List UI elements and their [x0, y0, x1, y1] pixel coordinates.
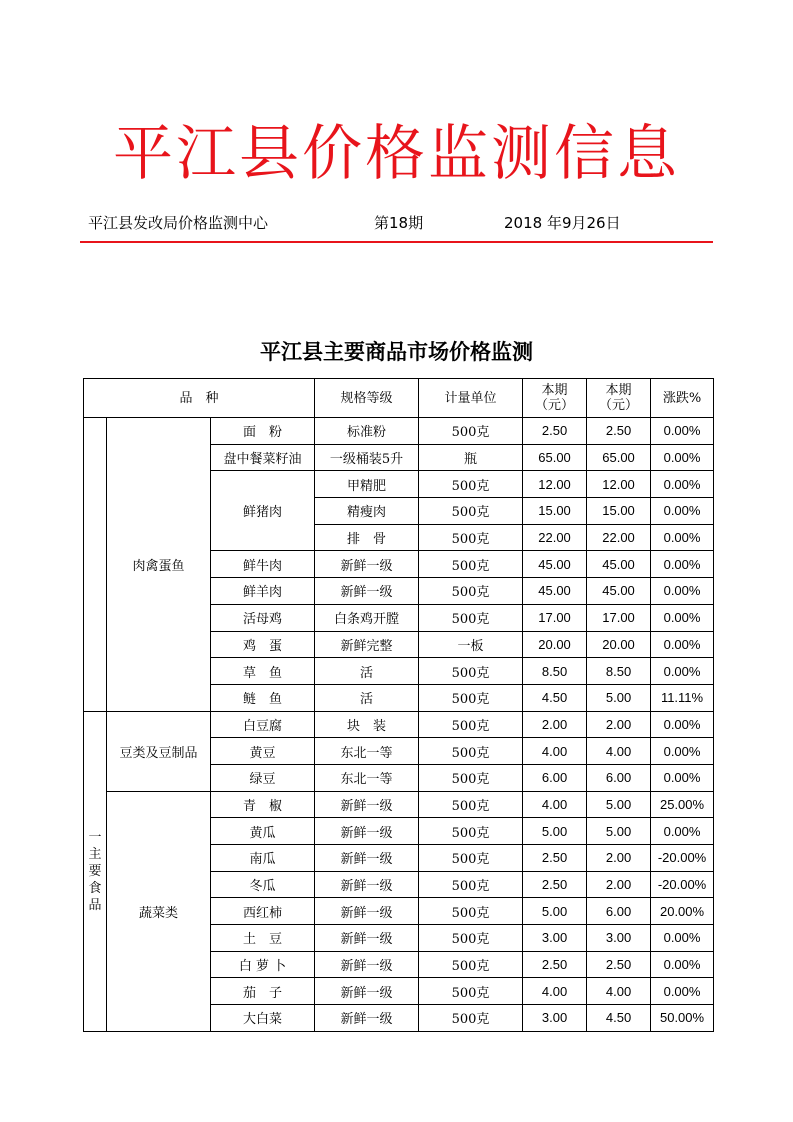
- price-current: 4.00: [523, 978, 587, 1005]
- price-previous: 4.00: [587, 978, 651, 1005]
- price-previous: 2.00: [587, 871, 651, 898]
- price-current: 4.00: [523, 791, 587, 818]
- org-name: 平江县发改局价格监测中心: [88, 214, 269, 232]
- item-spec: 新鲜一级: [315, 978, 419, 1005]
- price-current: 15.00: [523, 498, 587, 525]
- item-name: 土 豆: [211, 925, 315, 952]
- price-change: 11.11%: [651, 684, 714, 711]
- item-spec: 新鲜一级: [315, 871, 419, 898]
- item-unit: 瓶: [419, 444, 523, 471]
- item-spec: 标准粉: [315, 418, 419, 445]
- price-change: 0.00%: [651, 551, 714, 578]
- item-spec: 白条鸡开膛: [315, 604, 419, 631]
- item-unit: 500克: [419, 898, 523, 925]
- price-previous: 12.00: [587, 471, 651, 498]
- price-change: 0.00%: [651, 524, 714, 551]
- item-name: 南瓜: [211, 845, 315, 872]
- price-previous: 2.00: [587, 845, 651, 872]
- red-divider: [80, 241, 713, 243]
- item-spec: 活: [315, 684, 419, 711]
- item-spec: 排 骨: [315, 524, 419, 551]
- item-name: 茄 子: [211, 978, 315, 1005]
- price-current: 3.00: [523, 1005, 587, 1032]
- price-change: 0.00%: [651, 658, 714, 685]
- table-row: [84, 791, 714, 818]
- price-current: 2.50: [523, 418, 587, 445]
- col-spec: 规格等级: [315, 379, 419, 418]
- price-current: 4.50: [523, 684, 587, 711]
- price-current: 45.00: [523, 578, 587, 605]
- item-unit: 500克: [419, 951, 523, 978]
- price-previous: 4.00: [587, 738, 651, 765]
- item-unit: 500克: [419, 818, 523, 845]
- price-current: 22.00: [523, 524, 587, 551]
- price-current: 8.50: [523, 658, 587, 685]
- item-name: 西红柿: [211, 898, 315, 925]
- item-unit: 500克: [419, 684, 523, 711]
- price-previous: 45.00: [587, 551, 651, 578]
- price-change: -20.00%: [651, 845, 714, 872]
- issue-date: 2018 年9月26日: [504, 214, 621, 232]
- item-name: 绿豆: [211, 764, 315, 791]
- item-name: 冬瓜: [211, 871, 315, 898]
- price-change: 0.00%: [651, 951, 714, 978]
- item-spec: 新鲜一级: [315, 925, 419, 952]
- item-spec: 新鲜一级: [315, 551, 419, 578]
- price-current: 2.50: [523, 845, 587, 872]
- banner-title: 平江县价格监测信息: [113, 119, 680, 189]
- price-current: 65.00: [523, 444, 587, 471]
- category-blank: [84, 418, 107, 712]
- price-previous: 15.00: [587, 498, 651, 525]
- item-name: 活母鸡: [211, 604, 315, 631]
- item-name: 白 萝 卜: [211, 951, 315, 978]
- item-name: 大白菜: [211, 1005, 315, 1032]
- col-previous: 本期 （元）: [587, 379, 651, 418]
- price-change: 25.00%: [651, 791, 714, 818]
- item-name: 白豆腐: [211, 711, 315, 738]
- item-unit: 500克: [419, 658, 523, 685]
- item-spec: 新鲜一级: [315, 898, 419, 925]
- item-unit: 500克: [419, 871, 523, 898]
- item-unit: 500克: [419, 925, 523, 952]
- item-unit: 500克: [419, 578, 523, 605]
- price-current: 5.00: [523, 818, 587, 845]
- item-unit: 500克: [419, 1005, 523, 1032]
- item-spec: 精瘦肉: [315, 498, 419, 525]
- price-current: 2.00: [523, 711, 587, 738]
- item-spec: 新鲜一级: [315, 791, 419, 818]
- item-name: 面 粉: [211, 418, 315, 445]
- group-meat: 肉禽蛋鱼: [107, 418, 211, 712]
- item-unit: 500克: [419, 524, 523, 551]
- bulletin-meta: [88, 212, 718, 238]
- category-main-food: [84, 711, 107, 1031]
- price-previous: 65.00: [587, 444, 651, 471]
- price-current: 20.00: [523, 631, 587, 658]
- price-previous: 3.00: [587, 925, 651, 952]
- price-current: 45.00: [523, 551, 587, 578]
- price-current: 17.00: [523, 604, 587, 631]
- price-current: 6.00: [523, 764, 587, 791]
- price-change: 0.00%: [651, 418, 714, 445]
- price-previous: 6.00: [587, 764, 651, 791]
- price-change: 0.00%: [651, 711, 714, 738]
- price-change: 0.00%: [651, 578, 714, 605]
- price-previous: 45.00: [587, 578, 651, 605]
- table-title: 平江县主要商品市场价格监测: [260, 340, 533, 364]
- price-previous: 17.00: [587, 604, 651, 631]
- item-spec: 新鲜一级: [315, 951, 419, 978]
- item-name: 草 鱼: [211, 658, 315, 685]
- price-previous: 22.00: [587, 524, 651, 551]
- price-previous: 2.00: [587, 711, 651, 738]
- price-current: 4.00: [523, 738, 587, 765]
- price-change: 0.00%: [651, 764, 714, 791]
- price-change: 0.00%: [651, 925, 714, 952]
- item-name: 鲜牛肉: [211, 551, 315, 578]
- price-current: 5.00: [523, 898, 587, 925]
- issue-number: 第18期: [374, 214, 424, 232]
- col-unit: 计量单位: [419, 379, 523, 418]
- item-unit: 500克: [419, 604, 523, 631]
- item-unit: 500克: [419, 738, 523, 765]
- item-unit: 500克: [419, 471, 523, 498]
- col-current: 本期 （元）: [523, 379, 587, 418]
- item-spec: 一级桶装5升: [315, 444, 419, 471]
- group-bean: 豆类及豆制品: [107, 711, 211, 791]
- price-previous: 20.00: [587, 631, 651, 658]
- price-change: 0.00%: [651, 631, 714, 658]
- item-name: 鲢 鱼: [211, 684, 315, 711]
- item-name: 鸡 蛋: [211, 631, 315, 658]
- header-row: [84, 379, 714, 418]
- item-unit: 一板: [419, 631, 523, 658]
- item-spec: 新鲜完整: [315, 631, 419, 658]
- price-previous: 2.50: [587, 418, 651, 445]
- price-previous: 6.00: [587, 898, 651, 925]
- price-change: 0.00%: [651, 818, 714, 845]
- price-change: 0.00%: [651, 471, 714, 498]
- group-veg: 蔬菜类: [107, 791, 211, 1031]
- item-spec: 东北一等: [315, 738, 419, 765]
- price-current: 3.00: [523, 925, 587, 952]
- item-spec: 块 装: [315, 711, 419, 738]
- item-name: 盘中餐菜籽油: [211, 444, 315, 471]
- item-spec: 甲精肥: [315, 471, 419, 498]
- item-unit: 500克: [419, 498, 523, 525]
- price-change: 20.00%: [651, 898, 714, 925]
- item-spec: 活: [315, 658, 419, 685]
- col-change: 涨跌%: [651, 379, 714, 418]
- category-label: 一 主要食品: [88, 829, 102, 913]
- price-change: 0.00%: [651, 604, 714, 631]
- item-name: 黄豆: [211, 738, 315, 765]
- price-previous: 8.50: [587, 658, 651, 685]
- item-spec: 新鲜一级: [315, 845, 419, 872]
- price-previous: 4.50: [587, 1005, 651, 1032]
- table-row: [84, 711, 714, 738]
- item-unit: 500克: [419, 418, 523, 445]
- price-previous: 5.00: [587, 791, 651, 818]
- item-unit: 500克: [419, 791, 523, 818]
- item-spec: 新鲜一级: [315, 1005, 419, 1032]
- item-name: 鲜猪肉: [211, 471, 315, 551]
- price-current: 2.50: [523, 871, 587, 898]
- item-name: 鲜羊肉: [211, 578, 315, 605]
- item-unit: 500克: [419, 551, 523, 578]
- item-unit: 500克: [419, 711, 523, 738]
- price-current: 2.50: [523, 951, 587, 978]
- item-name: 青 椒: [211, 791, 315, 818]
- item-unit: 500克: [419, 978, 523, 1005]
- price-change: 0.00%: [651, 978, 714, 1005]
- price-change: 0.00%: [651, 498, 714, 525]
- price-previous: 5.00: [587, 818, 651, 845]
- price-change: 50.00%: [651, 1005, 714, 1032]
- price-change: 0.00%: [651, 444, 714, 471]
- item-name: 黄瓜: [211, 818, 315, 845]
- price-table: [83, 378, 714, 1032]
- price-previous: 5.00: [587, 684, 651, 711]
- col-variety: 品 种: [84, 379, 315, 418]
- table-row: [84, 418, 714, 445]
- price-previous: 2.50: [587, 951, 651, 978]
- price-change: 0.00%: [651, 738, 714, 765]
- item-unit: 500克: [419, 845, 523, 872]
- item-spec: 新鲜一级: [315, 578, 419, 605]
- item-spec: 东北一等: [315, 764, 419, 791]
- item-spec: 新鲜一级: [315, 818, 419, 845]
- item-unit: 500克: [419, 764, 523, 791]
- price-current: 12.00: [523, 471, 587, 498]
- price-change: -20.00%: [651, 871, 714, 898]
